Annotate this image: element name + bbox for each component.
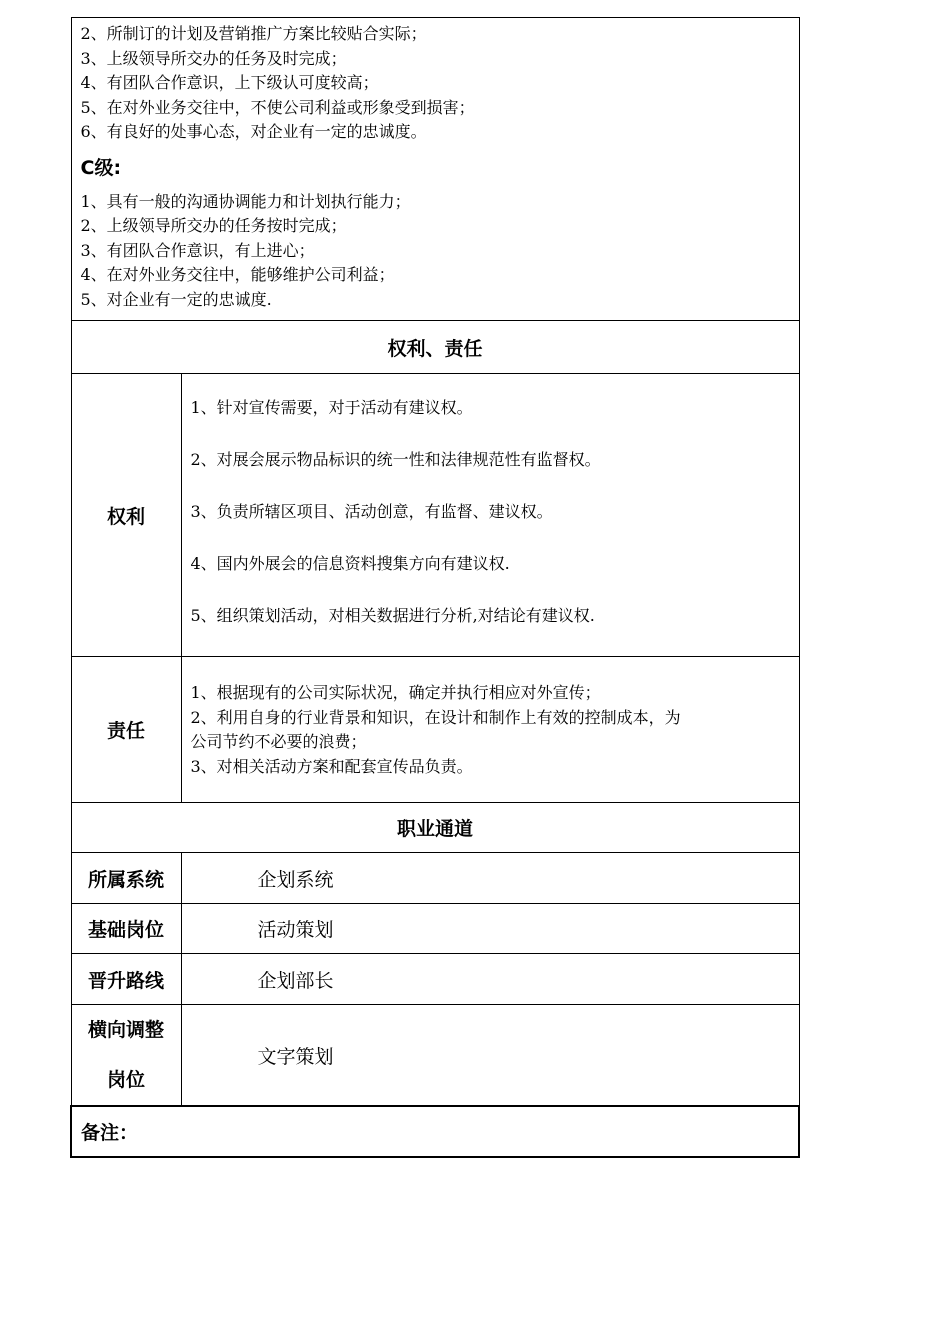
grade-c-line: 4、在对外业务交往中，能够维护公司利益； bbox=[80, 265, 395, 284]
job-description-document bbox=[70, 17, 798, 1158]
career-value: 企划系统 bbox=[181, 853, 799, 904]
notes-label: 备注： bbox=[71, 1106, 799, 1157]
rights-section-header-row bbox=[71, 321, 799, 374]
responsibility-item: 3、对相关活动方案和配套宣传品负责。 bbox=[190, 756, 473, 776]
grade-criteria-row bbox=[71, 18, 799, 321]
career-value: 文字策划 bbox=[181, 1005, 799, 1107]
grade-b-line: 6、有良好的处事心态，对企业有一定的忠诚度。 bbox=[80, 122, 427, 141]
grade-c-line: 3、有团队合作意识，有上进心； bbox=[80, 240, 315, 260]
responsibility-item: 公司节约不必要的浪费； bbox=[190, 732, 367, 751]
responsibilities-label: 责任 bbox=[71, 657, 181, 803]
career-label: 所属系统 bbox=[71, 853, 181, 904]
career-label-line: 横向调整 bbox=[87, 1019, 164, 1041]
notes-row bbox=[71, 1106, 799, 1157]
grade-b-line: 5、在对外业务交往中，不使公司利益或形象受到损害； bbox=[80, 97, 475, 117]
rights-item: 4、国内外展会的信息资料搜集方向有建议权. bbox=[190, 554, 510, 573]
responsibilities-content bbox=[181, 657, 799, 803]
career-row-promotion bbox=[71, 954, 799, 1005]
career-section-title: 职业通道 bbox=[71, 803, 799, 853]
grade-b-line: 3、上级领导所交办的任务及时完成； bbox=[80, 48, 347, 68]
grade-c-line: 1、具有一般的沟通协调能力和计划执行能力； bbox=[80, 191, 411, 211]
career-label-line: 岗位 bbox=[106, 1069, 145, 1091]
job-description-table bbox=[70, 17, 800, 1158]
grade-b-line: 2、所制订的计划及营销推广方案比较贴合实际； bbox=[80, 24, 427, 43]
rights-item: 1、针对宣传需要，对于活动有建议权。 bbox=[190, 398, 473, 417]
career-section-header-row bbox=[71, 803, 799, 853]
rights-content bbox=[181, 374, 799, 657]
career-label: 基础岗位 bbox=[71, 904, 181, 954]
grade-criteria-cell bbox=[71, 18, 799, 321]
grade-c-heading: C级: bbox=[80, 156, 122, 179]
rights-section-title: 权利、责任 bbox=[71, 321, 799, 374]
rights-row bbox=[71, 374, 799, 657]
responsibilities-row bbox=[71, 657, 799, 803]
rights-item: 5、组织策划活动，对相关数据进行分析,对结论有建议权. bbox=[190, 606, 595, 625]
grade-b-line: 4、有团队合作意识，上下级认可度较高； bbox=[80, 73, 379, 92]
rights-item: 2、对展会展示物品标识的统一性和法律规范性有监督权。 bbox=[190, 450, 601, 469]
grade-c-line: 5、对企业有一定的忠诚度. bbox=[80, 289, 272, 309]
career-row-base-position bbox=[71, 904, 799, 954]
career-row-system bbox=[71, 853, 799, 904]
career-row-lateral bbox=[71, 1005, 799, 1107]
rights-label: 权利 bbox=[71, 374, 181, 657]
career-value: 企划部长 bbox=[181, 954, 799, 1005]
responsibility-item: 1、根据现有的公司实际状况，确定并执行相应对外宣传； bbox=[190, 683, 601, 702]
responsibility-item: 2、利用自身的行业背景和知识，在设计和制作上有效的控制成本，为 bbox=[190, 707, 681, 727]
career-label-lateral bbox=[71, 1005, 181, 1107]
career-label: 晋升路线 bbox=[71, 954, 181, 1005]
career-value: 活动策划 bbox=[181, 904, 799, 954]
rights-item: 3、负责所辖区项目、活动创意，有监督、建议权。 bbox=[190, 502, 553, 521]
grade-c-line: 2、上级领导所交办的任务按时完成； bbox=[80, 216, 347, 235]
